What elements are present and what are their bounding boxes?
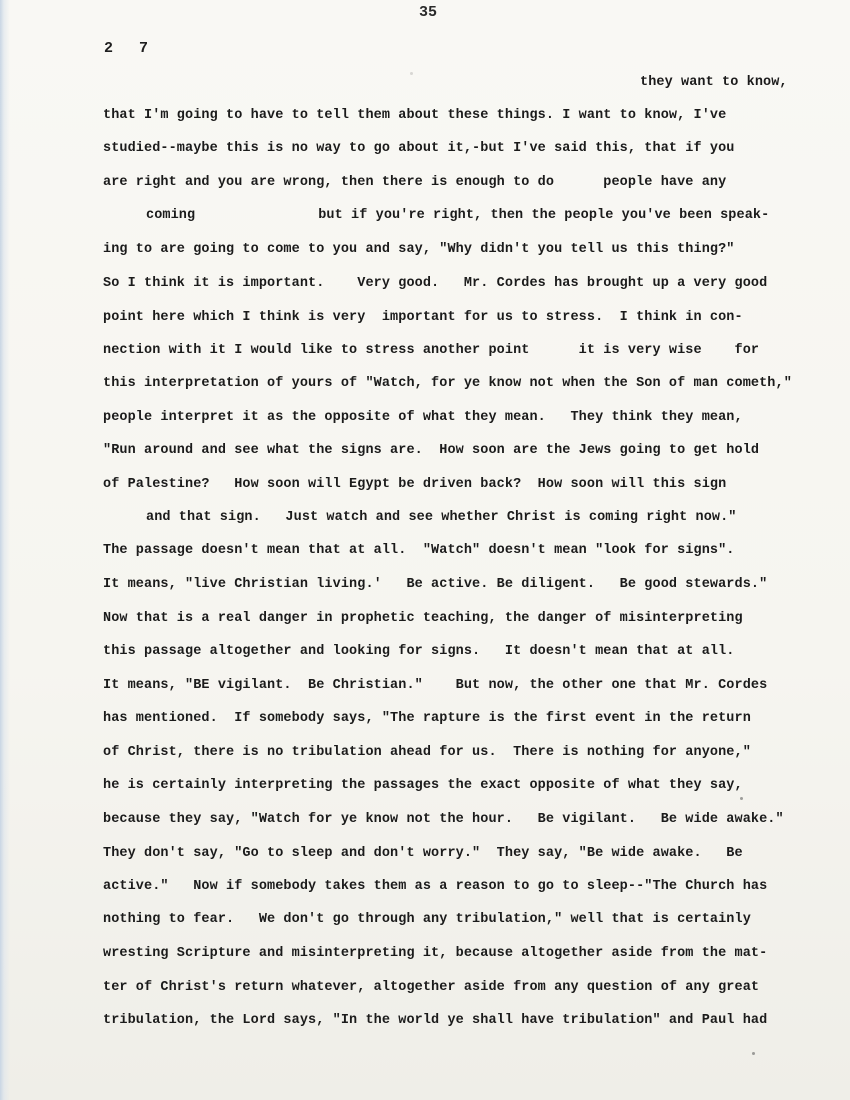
text-line: and that sign. Just watch and see whether Christ is coming right now." xyxy=(146,510,737,525)
text-line: It means, "live Christian living.' Be active. Be diligent. Be good stewards." xyxy=(103,577,768,592)
text-line: They don't say, "Go to sleep and don't worry." They say, "Be wide awake. Be xyxy=(103,846,743,861)
text-line: people interpret it as the opposite of what they mean. They think they mean, xyxy=(103,410,743,425)
text-line: of Palestine? How soon will Egypt be driven back? How soon will this sign xyxy=(103,477,727,492)
text-line: tribulation, the Lord says, "In the world ye shall have tribulation" and Paul had xyxy=(103,1013,768,1028)
text-line: this passage altogether and looking for signs. It doesn't mean that at all. xyxy=(103,644,735,659)
text-line: studied--maybe this is no way to go about it,-but I've said this, that if you xyxy=(103,141,735,156)
text-line: this interpretation of yours of "Watch, for ye know not when the Son of man cometh," xyxy=(103,376,792,391)
paper-speck xyxy=(752,1052,755,1055)
text-line: nothing to fear. We don't go through any tribulation," well that is certainly xyxy=(103,912,751,927)
text-line: "Run around and see what the signs are. How soon are the Jews going to get hold xyxy=(103,443,760,458)
text-line: they want to know, xyxy=(640,75,788,90)
text-line: The passage doesn't mean that at all. "Watch" doesn't mean "look for signs". xyxy=(103,543,735,558)
text-line: coming but if you're right, then the people you've been speak- xyxy=(146,208,770,223)
side-number: 7 xyxy=(139,40,149,57)
text-line: that I'm going to have to tell them about these things. I want to know, I've xyxy=(103,108,727,123)
text-line: wresting Scripture and misinterpreting it, because altogether aside from the mat- xyxy=(103,946,768,961)
text-line: point here which I think is very important for us to stress. I think in con- xyxy=(103,310,743,325)
text-line: of Christ, there is no tribulation ahead for us. There is nothing for anyone," xyxy=(103,745,751,760)
text-line: because they say, "Watch for ye know not the hour. Be vigilant. Be wide awake." xyxy=(103,812,784,827)
paper-speck xyxy=(410,72,413,75)
text-line: active." Now if somebody takes them as a reason to go to sleep--"The Church has xyxy=(103,879,768,894)
reel-marker xyxy=(104,40,174,57)
text-line: ter of Christ's return whatever, altogether aside from any question of any great xyxy=(103,980,760,995)
page-number: 35 xyxy=(419,4,438,21)
text-line: It means, "BE vigilant. Be Christian." But now, the other one that Mr. Cordes xyxy=(103,678,768,693)
text-line: ing to are going to come to you and say, "Why didn't you tell us this thing?" xyxy=(103,242,735,257)
paper-speck xyxy=(740,797,743,800)
tape-number: 2 xyxy=(104,40,114,57)
text-line: Now that is a real danger in prophetic teaching, the danger of misinterpreting xyxy=(103,611,743,626)
text-line: are right and you are wrong, then there is enough to do people have any xyxy=(103,175,727,190)
text-line: So I think it is important. Very good. Mr. Cordes has brought up a very good xyxy=(103,276,768,291)
text-line: he is certainly interpreting the passages the exact opposite of what they say, xyxy=(103,778,743,793)
text-line: nection with it I would like to stress another point it is very wise for xyxy=(103,343,760,358)
text-line: has mentioned. If somebody says, "The rapture is the first event in the return xyxy=(103,711,751,726)
page-edge-shadow xyxy=(0,0,10,1100)
